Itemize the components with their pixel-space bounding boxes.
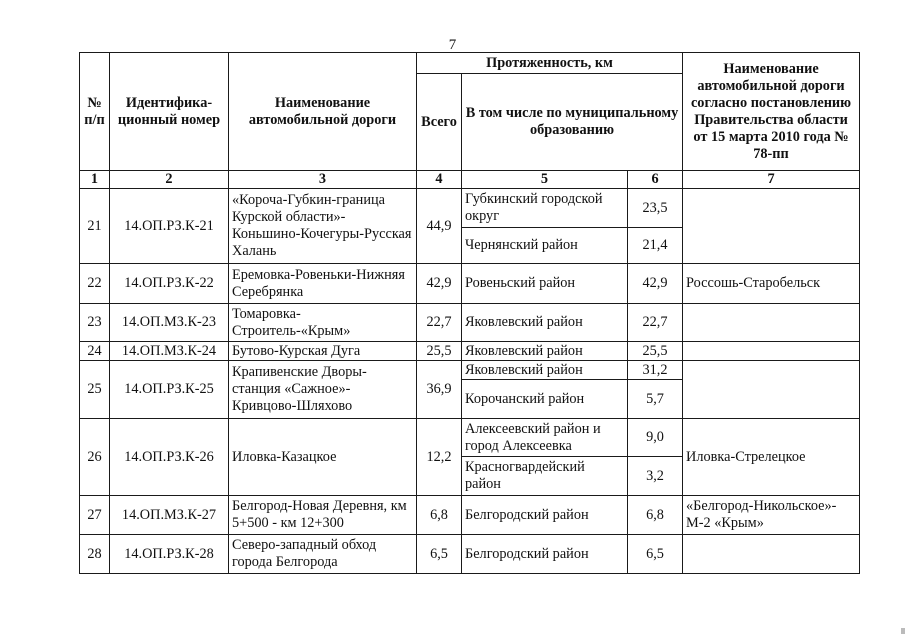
row-num: 24 — [80, 342, 110, 361]
roads-table — [79, 52, 860, 574]
road-id: 14.ОП.РЗ.К-28 — [110, 535, 229, 574]
road-id: 14.ОП.МЗ.К-23 — [110, 304, 229, 342]
table-body — [80, 189, 860, 574]
municipal-area: Ровеньский район — [462, 264, 628, 304]
municipal-km: 31,2 — [628, 361, 683, 380]
road-id: 14.ОП.РЗ.К-22 — [110, 264, 229, 304]
row-num: 22 — [80, 264, 110, 304]
municipal-area: Яковлевский район — [462, 342, 628, 361]
total-km: 36,9 — [417, 361, 462, 419]
previous-name: Иловка-Стрелецкое — [683, 419, 860, 496]
row-num: 28 — [80, 535, 110, 574]
municipal-km: 21,4 — [628, 228, 683, 264]
header-ident: Идентифика-ционный номер — [110, 53, 229, 171]
column-number: 5 — [462, 171, 628, 189]
header-name: Наименование автомобильной дороги — [229, 53, 417, 171]
road-id: 14.ОП.МЗ.К-24 — [110, 342, 229, 361]
header-num: № п/п — [80, 53, 110, 171]
total-km: 12,2 — [417, 419, 462, 496]
road-id: 14.ОП.РЗ.К-25 — [110, 361, 229, 419]
table-row — [80, 419, 860, 457]
previous-name — [683, 304, 860, 342]
municipal-area: Яковлевский район — [462, 361, 628, 380]
road-name: Томаровка-Строитель-«Крым» — [229, 304, 417, 342]
municipal-km: 9,0 — [628, 419, 683, 457]
column-numbers-row — [80, 171, 860, 189]
total-km: 6,8 — [417, 496, 462, 535]
municipal-km: 5,7 — [628, 380, 683, 419]
column-number: 4 — [417, 171, 462, 189]
table-row — [80, 496, 860, 535]
municipal-km: 22,7 — [628, 304, 683, 342]
header-municipal: В том числе по муниципальному образованию — [462, 74, 683, 171]
total-km: 22,7 — [417, 304, 462, 342]
municipal-area: Белгородский район — [462, 496, 628, 535]
row-num: 27 — [80, 496, 110, 535]
edge-mark — [901, 628, 905, 634]
municipal-area: Губкинский городской округ — [462, 189, 628, 228]
previous-name — [683, 361, 860, 419]
row-num: 25 — [80, 361, 110, 419]
road-name: Северо-западный обход города Белгорода — [229, 535, 417, 574]
municipal-area: Корочанский район — [462, 380, 628, 419]
previous-name: Россошь-Старобельск — [683, 264, 860, 304]
municipal-km: 25,5 — [628, 342, 683, 361]
municipal-area: Алексеевский район и город Алексеевка — [462, 419, 628, 457]
road-name: «Короча-Губкин-граница Курской области»-Коньшино-Кочегуры-Русская Халань — [229, 189, 417, 264]
previous-name — [683, 189, 860, 264]
header-length: Протяженность, км — [417, 53, 683, 74]
road-name: Еремовка-Ровеньки-Нижняя Серебрянка — [229, 264, 417, 304]
municipal-km: 3,2 — [628, 457, 683, 496]
table-row — [80, 264, 860, 304]
column-number: 6 — [628, 171, 683, 189]
header-prev-name: Наименование автомобильной дороги согласно постановлению Правительства области от 15 марта 2010 года № 78-пп — [683, 53, 860, 171]
municipal-km: 42,9 — [628, 264, 683, 304]
table-row — [80, 189, 860, 228]
column-number: 7 — [683, 171, 860, 189]
total-km: 25,5 — [417, 342, 462, 361]
column-number: 3 — [229, 171, 417, 189]
row-num: 23 — [80, 304, 110, 342]
column-number: 2 — [110, 171, 229, 189]
municipal-area: Белгородский район — [462, 535, 628, 574]
previous-name: «Белгород-Никольское»-М-2 «Крым» — [683, 496, 860, 535]
table-row — [80, 342, 860, 361]
road-id: 14.ОП.МЗ.К-27 — [110, 496, 229, 535]
total-km: 44,9 — [417, 189, 462, 264]
page-number: 7 — [448, 37, 457, 53]
municipal-area: Чернянский район — [462, 228, 628, 264]
municipal-km: 23,5 — [628, 189, 683, 228]
total-km: 42,9 — [417, 264, 462, 304]
municipal-km: 6,5 — [628, 535, 683, 574]
table-header — [80, 53, 860, 189]
road-id: 14.ОП.РЗ.К-21 — [110, 189, 229, 264]
row-num: 21 — [80, 189, 110, 264]
table-row — [80, 304, 860, 342]
road-name: Иловка-Казацкое — [229, 419, 417, 496]
table-row — [80, 361, 860, 380]
previous-name — [683, 342, 860, 361]
road-name: Крапивенские Дворы-станция «Сажное»-Кривцово-Шляхово — [229, 361, 417, 419]
road-name: Бутово-Курская Дуга — [229, 342, 417, 361]
road-id: 14.ОП.РЗ.К-26 — [110, 419, 229, 496]
previous-name — [683, 535, 860, 574]
municipal-km: 6,8 — [628, 496, 683, 535]
municipal-area: Яковлевский район — [462, 304, 628, 342]
municipal-area: Красногвардейский район — [462, 457, 628, 496]
table-row — [80, 535, 860, 574]
header-total: Всего — [417, 74, 462, 171]
total-km: 6,5 — [417, 535, 462, 574]
row-num: 26 — [80, 419, 110, 496]
road-name: Белгород-Новая Деревня, км 5+500 - км 12+300 — [229, 496, 417, 535]
column-number: 1 — [80, 171, 110, 189]
